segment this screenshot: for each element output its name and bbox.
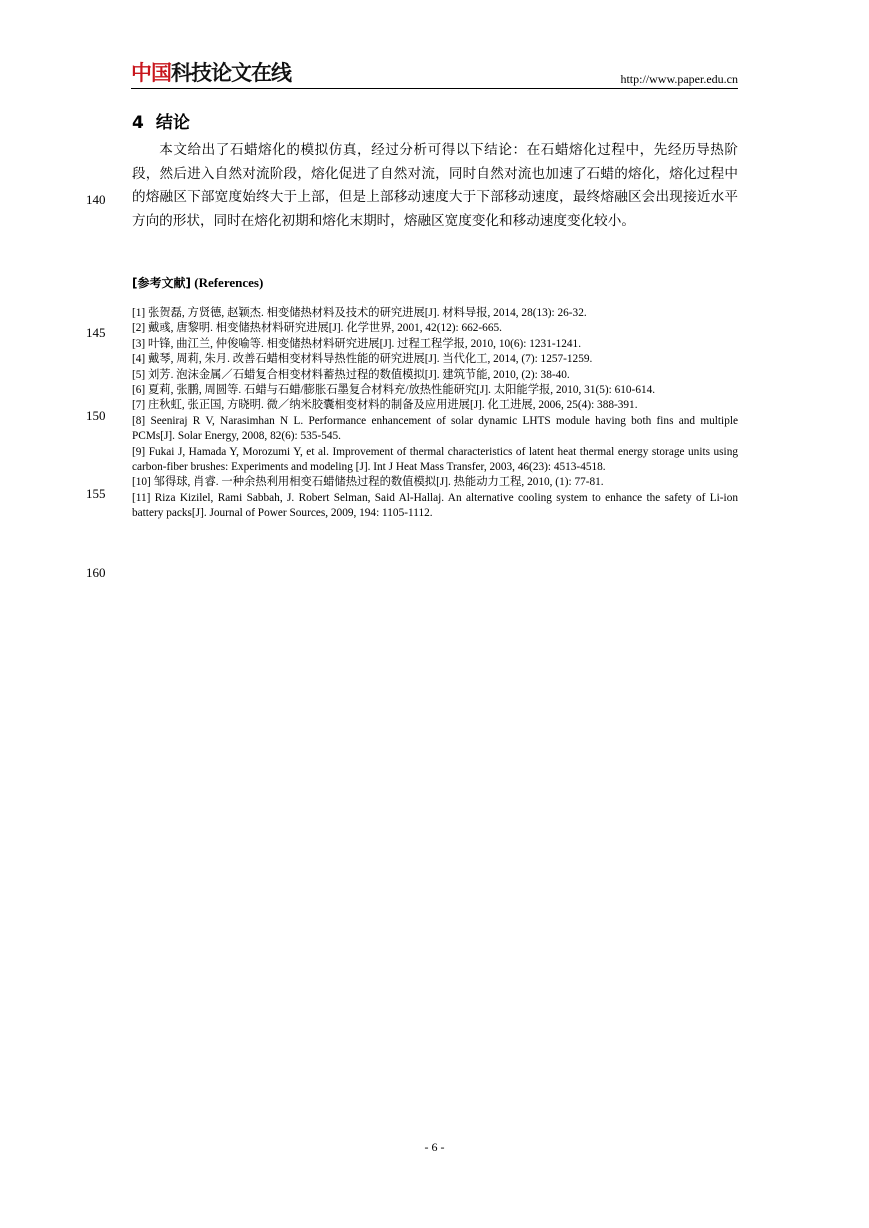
reference-item-5: [5] 刘芳. 泡沫金属／石蜡复合相变材料蓄热过程的数值模拟[J]. 建筑节能, 2010, (2): 38-40. xyxy=(132,368,570,381)
section-title xyxy=(132,108,190,133)
line-number-155: 155 xyxy=(86,486,106,501)
references-heading-en: (References) xyxy=(194,275,264,290)
reference-item-3: [3] 叶锋, 曲江兰, 仲俊喻等. 相变储热材料研究进展[J]. 过程工程学报, 2010, 10(6): 1231-1241. xyxy=(132,337,582,350)
reference-item-8: [8] Seeniraj R V, Narasimhan N L. Performance enhancement of solar dynamic LHTS module having both fins and multiple PCMs[J]. Solar Energy, 2008, 82(6): 535-545. xyxy=(132,414,738,443)
conclusion-paragraph: 本文给出了石蜡熔化的模拟仿真，经过分析可得以下结论：在石蜡熔化过程中，先经历导热阶段，然后进入自然对流阶段，熔化促进了自然对流，同时自然对流也加速了石蜡的熔化，熔化过程中的熔融区下部宽度始终大于上部，但是上部移动速度大于下部移动速度，最终熔融区会出现接近水平方向的形状，同时在熔化初期和熔化末期时，熔融区宽度变化和移动速度变化较小。 xyxy=(132,142,738,229)
page-header xyxy=(131,60,738,89)
logo-red-text: 中国 xyxy=(131,61,171,85)
line-number-160: 160 xyxy=(86,565,106,580)
reference-item-6: [6] 夏莉, 张鹏, 周圆等. 石蜡与石蜡/膨胀石墨复合材料充/放热性能研究[J]. 太阳能学报, 2010, 31(5): 610-614. xyxy=(132,384,656,397)
reference-item-2: [2] 戴彧, 唐黎明. 相变储热材料研究进展[J]. 化学世界, 2001, 42(12): 662-665. xyxy=(132,322,502,335)
line-number-145: 145 xyxy=(86,325,106,340)
line-number-140: 140 xyxy=(86,192,106,207)
reference-item-1: [1] 张贺磊, 方贤德, 赵颖杰. 相变储热材料及技术的研究进展[J]. 材料导报, 2014, 28(13): 26-32. xyxy=(132,307,587,319)
references-list xyxy=(132,306,738,522)
line-number-150: 150 xyxy=(86,408,106,423)
header-url[interactable]: http://www.paper.edu.cn xyxy=(620,72,738,86)
reference-item-7: [7] 庄秋虹, 张正国, 方晓明. 微／纳米胶囊相变材料的制备及应用进展[J]. 化工进展, 2006, 25(4): 388-391. xyxy=(132,399,638,412)
reference-item-9: [9] Fukai J, Hamada Y, Morozumi Y, et al. Improvement of thermal characteristics of latent heat thermal energy storage units using carbon-fiber brushes: Experiments and modeling [J]. Int J Heat Mass Transfer, 2003, 46(23): 4513-4518. xyxy=(132,445,738,474)
page-number: - 6 - xyxy=(424,1140,445,1154)
logo-black-text: 科技论文在线 xyxy=(171,61,291,85)
references-heading xyxy=(132,274,263,291)
reference-item-4: [4] 戴琴, 周莉, 朱月. 改善石蜡相变材料导热性能的研究进展[J]. 当代化工, 2014, (7): 1257-1259. xyxy=(132,353,593,366)
journal-logo xyxy=(131,61,291,85)
section-title-text: 结论 xyxy=(155,113,190,133)
section-number: 4 xyxy=(132,113,144,133)
reference-item-10: [10] 邹得球, 肖睿. 一种余热利用相变石蜡储热过程的数值模拟[J]. 热能动力工程, 2010, (1): 77-81. xyxy=(132,476,604,489)
references-heading-cn: [参考文献] xyxy=(132,276,191,290)
reference-item-11: [11] Riza Kizilel, Rami Sabbah, J. Robert Selman, Said Al-Hallaj. An alternative cooling system to enhance the safety of Li-ion battery packs[J]. Journal of Power Sources, 2009, 194: 1105-1112. xyxy=(132,491,738,520)
